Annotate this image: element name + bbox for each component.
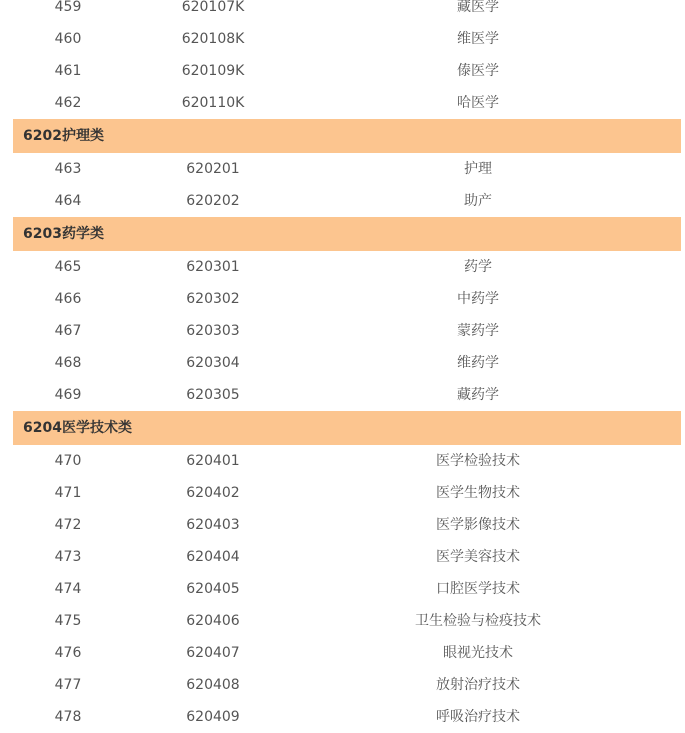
table-row [13,445,681,477]
table-row [13,185,681,217]
row-group [13,445,681,733]
row-number: 465 [54,259,82,275]
major-code: 620405 [186,581,240,597]
major-name: 中药学 [457,291,499,307]
row-number: 474 [54,581,82,597]
table-row [13,87,681,119]
major-code: 620402 [186,485,240,501]
row-number: 467 [54,323,82,339]
major-code: 620305 [186,387,240,403]
table-row [13,477,681,509]
major-table [13,0,681,733]
major-name: 护理 [464,161,492,177]
table-row [13,509,681,541]
major-name: 藏医学 [457,0,499,15]
major-code: 620107K [181,0,245,15]
major-code: 620303 [186,323,240,339]
major-code: 620407 [186,645,240,661]
table-row [13,23,681,55]
major-name: 医学生物技术 [436,485,520,501]
row-number: 463 [54,161,82,177]
row-number: 460 [54,31,82,47]
row-number: 472 [54,517,82,533]
row-number: 470 [54,453,82,469]
row-number: 476 [54,645,82,661]
major-name: 眼视光技术 [443,645,513,661]
category-header-6204: 6204医学技术类 [13,411,681,445]
table-row [13,55,681,87]
row-number: 459 [54,0,82,15]
table-row [13,637,681,669]
row-group [13,251,681,411]
major-name: 藏药学 [457,387,499,403]
major-code: 620301 [186,259,240,275]
major-name: 口腔医学技术 [436,581,520,597]
major-name: 药学 [464,259,492,275]
row-number: 477 [54,677,82,693]
major-name: 放射治疗技术 [436,677,520,693]
major-code: 620406 [186,613,240,629]
table-row [13,0,681,23]
major-name: 医学影像技术 [436,517,520,533]
major-code: 620304 [186,355,240,371]
row-number: 478 [54,709,82,725]
row-number: 469 [54,387,82,403]
major-name: 医学检验技术 [436,453,520,469]
major-name: 维医学 [457,31,499,47]
major-code: 620108K [181,31,245,47]
major-code: 620110K [181,95,245,111]
table-row [13,573,681,605]
row-number: 462 [54,95,82,111]
major-code: 620404 [186,549,240,565]
row-group [13,153,681,217]
table-row [13,283,681,315]
row-number: 464 [54,193,82,209]
major-name: 呼吸治疗技术 [436,709,520,725]
major-name: 卫生检验与检疫技术 [415,613,541,629]
table-row [13,153,681,185]
table-row [13,541,681,573]
row-number: 471 [54,485,82,501]
major-code: 620403 [186,517,240,533]
major-code: 620401 [186,453,240,469]
table-row [13,315,681,347]
major-name: 哈医学 [457,95,499,111]
major-name: 医学美容技术 [436,549,520,565]
table-row [13,669,681,701]
row-number: 466 [54,291,82,307]
category-header-6202: 6202护理类 [13,119,681,153]
major-code: 620409 [186,709,240,725]
row-number: 473 [54,549,82,565]
major-code: 620201 [186,161,240,177]
table-row [13,347,681,379]
major-code: 620408 [186,677,240,693]
major-code: 620109K [181,63,245,79]
category-header-6203: 6203药学类 [13,217,681,251]
table-row [13,701,681,733]
major-name: 蒙药学 [457,323,499,339]
row-number: 461 [54,63,82,79]
table-row [13,605,681,637]
major-name: 维药学 [457,355,499,371]
table-row [13,251,681,283]
major-code: 620302 [186,291,240,307]
major-name: 助产 [464,193,492,209]
row-number: 468 [54,355,82,371]
row-group [13,0,681,119]
table-row [13,379,681,411]
row-number: 475 [54,613,82,629]
major-code: 620202 [186,193,240,209]
major-name: 傣医学 [457,63,499,79]
